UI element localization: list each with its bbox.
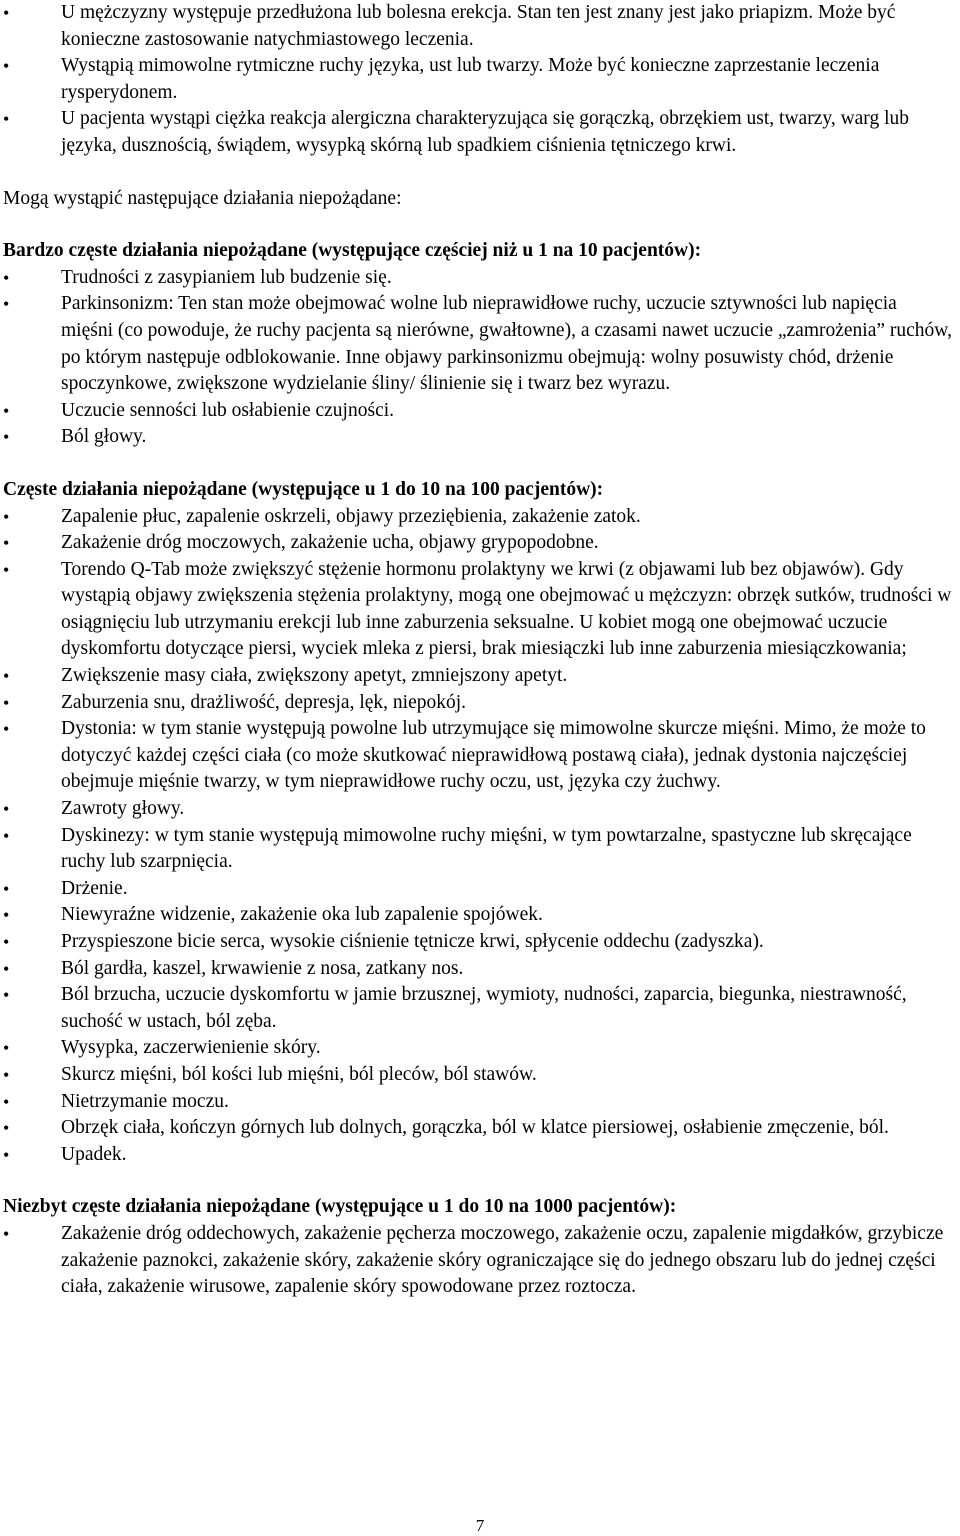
list-item (3, 265, 953, 292)
list-item-text: Wysypka, zaczerwienienie skóry. (61, 1037, 321, 1059)
list-item-text: Skurcz mięśni, ból kości lub mięśni, ból pleców, ból stawów. (61, 1063, 537, 1085)
bullet-icon: • (3, 878, 10, 899)
list-item (3, 876, 953, 903)
spacer (3, 160, 953, 186)
list-item (3, 424, 953, 451)
bullet-icon: • (3, 56, 10, 77)
list-item-text: Zwiększenie masy ciała, zwiększony apetyt, zmniejszony apetyt. (61, 665, 568, 687)
common-heading: Częste działania niepożądane (występujące u 1 do 10 na 100 pacjentów): (3, 478, 604, 500)
list-item (3, 956, 953, 983)
bullet-icon: • (3, 533, 10, 554)
list-item-text: Dyskinezy: w tym stanie występują mimowolne ruchy mięśni, w tym powtarzalne, spastyczne lub skręcające ruchy lub szarpnięcia. (61, 824, 912, 873)
bullet-icon: • (3, 3, 10, 23)
list-item (3, 716, 953, 796)
bullet-icon: • (3, 1144, 10, 1165)
bullet-icon: • (3, 1223, 10, 1244)
list-item (3, 530, 953, 557)
bullet-icon: • (3, 932, 10, 952)
list-item (3, 1115, 953, 1142)
bullet-icon: • (3, 692, 10, 713)
list-item (3, 398, 953, 425)
intro-bullet-list (3, 0, 953, 160)
list-item-text: Wystąpią mimowolne rytmiczne ruchy języka, ust lub twarzy. Może być konieczne zaprzestanie leczenia rysperydonem. (61, 55, 880, 103)
list-item-text: Upadek. (61, 1143, 127, 1165)
list-item-text: Obrzęk ciała, kończyn górnych lub dolnych, gorączka, ból w klatce piersiowej, osłabienie zmęczenie, ból. (61, 1117, 889, 1139)
list-item (3, 796, 953, 823)
list-item (3, 504, 953, 531)
bullet-icon: • (3, 400, 10, 421)
list-item-text: Przyspieszone bicie serca, wysokie ciśnienie tętnicze krwi, spłycenie oddechu (zadyszka). (61, 931, 764, 952)
bullet-icon: • (3, 825, 10, 846)
very-common-heading: Bardzo częste działania niepożądane (występujące częściej niż u 1 na 10 pacjentów): (3, 240, 702, 262)
list-item (3, 1221, 953, 1301)
list-item (3, 1142, 953, 1169)
list-item (3, 0, 953, 53)
list-item (3, 557, 953, 663)
list-item-text: Zaburzenia snu, drażliwość, depresja, lęk, niepokój. (61, 691, 467, 713)
list-item-text: Niewyraźne widzenie, zakażenie oka lub zapalenie spojówek. (61, 904, 543, 926)
list-item-text: Ból gardła, kaszel, krwawienie z nosa, zatkany nos. (61, 957, 464, 979)
list-item-text: U mężczyzny występuje przedłużona lub bolesna erekcja. Stan ten jest znany jest jako priapizm. Może być konieczne zastosowanie natychmiastowego leczenia. (61, 2, 896, 50)
list-item-text: Trudności z zasypianiem lub budzenie się. (61, 266, 392, 288)
list-item-text: Torendo Q-Tab może zwiększyć stężenie hormonu prolaktyny we krwi (z objawami lub bez objawów). Gdy wystąpią objawy zwiększenia stężenia prolaktyny, mogą one obejmować u mężczyzn: obrzęk sutków, trudności w osiągnięciu lub utrzymaniu erekcji lub inne zaburzenia seksualne. U kobiet mogą one obejmować uczucie dyskomfortu dotyczące piersi, wyciek mleka z piersi, brak miesiączki lub inne zaburzenia miesiączkowania; (61, 558, 952, 660)
list-item (3, 690, 953, 717)
list-item-text: Zakażenie dróg moczowych, zakażenie ucha, objawy grypopodobne. (61, 532, 599, 554)
list-item (3, 902, 953, 929)
list-item (3, 291, 953, 397)
bullet-icon: • (3, 1118, 10, 1139)
list-item (3, 106, 953, 159)
very-common-list (3, 265, 953, 451)
bullet-icon: • (3, 559, 10, 580)
list-item (3, 1062, 953, 1089)
list-item-text: Zapalenie płuc, zapalenie oskrzeli, objawy przeziębienia, zakażenie zatok. (61, 505, 641, 527)
bullet-icon: • (3, 109, 10, 130)
list-item-text: U pacjenta wystąpi ciężka reakcja alergiczna charakteryzująca się gorączką, obrzękiem ust, twarzy, warg lub języka, dusznością, świądem, wysypką skórną lub spadkiem ciśnienia tętniczego krwi. (61, 108, 909, 156)
spacer (3, 451, 953, 477)
list-item-text: Zakażenie dróg oddechowych, zakażenie pęcherza moczowego, zakażenie oczu, zapalenie migdałków, grzybicze zakażenie paznokci, zakażenie skóry, zakażenie skóry ograniczające się do jednego obszaru lub do jednej części ciała, zakażenie wirusowe, zapalenie skóry spowodowane przez roztocza. (61, 1222, 944, 1298)
bullet-icon: • (3, 958, 10, 979)
list-item (3, 982, 953, 1035)
bullet-icon: • (3, 267, 10, 288)
list-item-text: Zawroty głowy. (61, 798, 185, 820)
list-item-text: Parkinsonizm: Ten stan może obejmować wolne lub nieprawidłowe ruchy, uczucie sztywności lub napięcia mięśni (co powoduje, że ruchy pacjenta są nierówne, gwałtowne), a czasami nawet uczucie „zamrożenia” ruchów, po którym następuje odblokowanie. Inne objawy parkinsonizmu obejmują: wolny posuwisty chód, drżenie spoczynkowe, zwiększone wydzielanie śliny/ ślinienie się i twarz bez wyrazu. (61, 293, 952, 395)
list-item-text: Drżenie. (61, 877, 128, 899)
uncommon-heading: Niezbyt częste działania niepożądane (występujące u 1 do 10 na 1000 pacjentów): (3, 1196, 677, 1218)
common-list (3, 504, 953, 1169)
list-item (3, 1089, 953, 1116)
side-effects-intro: Mogą wystąpić następujące działania niepożądane: (3, 187, 402, 209)
spacer (3, 1168, 953, 1194)
list-item (3, 1035, 953, 1062)
bullet-icon: • (3, 719, 10, 740)
bullet-icon: • (3, 799, 10, 820)
bullet-icon: • (3, 1064, 10, 1085)
bullet-icon: • (3, 1091, 10, 1112)
list-item-text: Ból brzucha, uczucie dyskomfortu w jamie brzusznej, wymioty, nudności, zaparcia, biegunka, niestrawność, suchość w ustach, ból zęba. (61, 984, 907, 1032)
bullet-icon: • (3, 666, 10, 687)
bullet-icon: • (3, 1038, 10, 1059)
bullet-icon: • (3, 985, 10, 1006)
uncommon-list (3, 1221, 953, 1301)
list-item (3, 929, 953, 956)
spacer (3, 212, 953, 238)
bullet-icon: • (3, 506, 10, 527)
list-item-text: Ból głowy. (61, 426, 147, 448)
bullet-icon: • (3, 294, 10, 315)
list-item (3, 53, 953, 106)
leaflet-content (3, 0, 953, 1301)
page-number: 7 (475, 1516, 485, 1535)
bullet-icon: • (3, 905, 10, 926)
list-item-text: Uczucie senności lub osłabienie czujności. (61, 399, 395, 421)
list-item (3, 663, 953, 690)
list-item-text: Nietrzymanie moczu. (61, 1090, 229, 1112)
list-item (3, 823, 953, 876)
bullet-icon: • (3, 427, 10, 448)
list-item-text: Dystonia: w tym stanie występują powolne lub utrzymujące się mimowolne skurcze mięśni. Mimo, że może to dotyczyć każdej części ciała (co może skutkować nieprawidłową postawą ciała), jednak dystonia najczęściej obejmuje mięśnie twarzy, w tym nieprawidłowe ruchy oczu, ust, języka czy żuchwy. (61, 718, 926, 793)
